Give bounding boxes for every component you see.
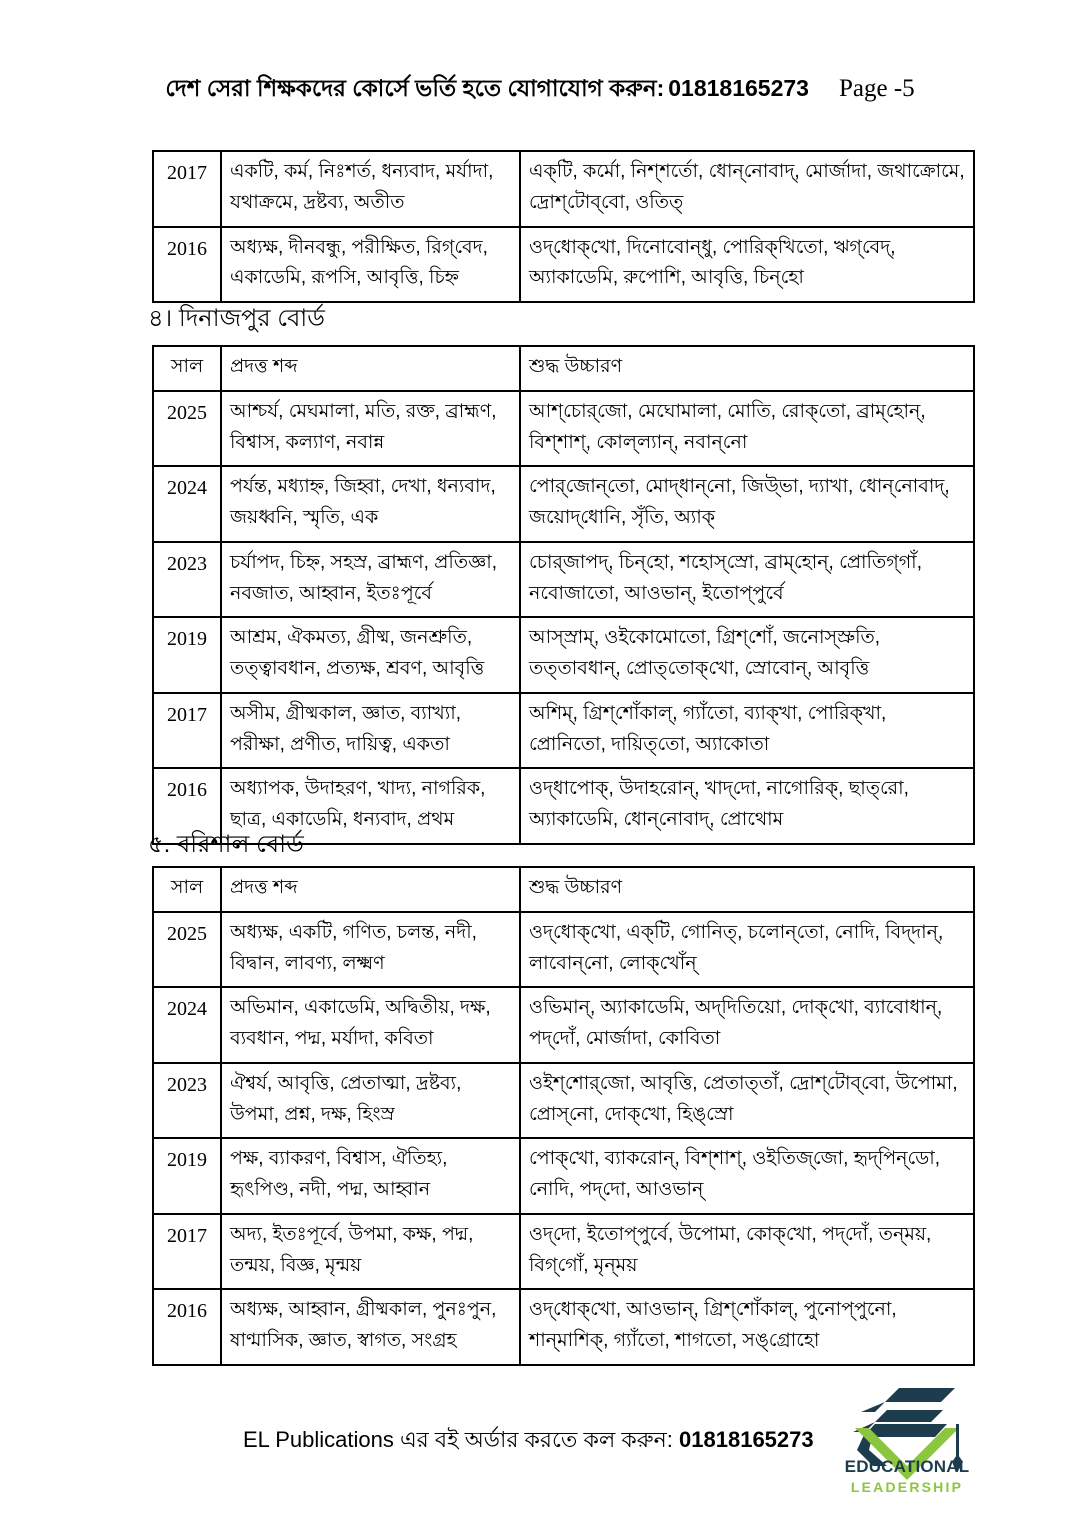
cell-year: 2025 bbox=[153, 912, 221, 988]
cell-given-word: অধ্যাপক, উদাহরণ, খাদ্য, নাগরিক, ছাত্র, একাডেমি, ধন্যবাদ, প্রথম bbox=[221, 768, 520, 844]
cell-given-word: চর্যাপদ, চিহ্ন, সহস্র, ব্রাহ্মণ, প্রতিজ্ঞা, নবজাত, আহ্বান, ইতঃপূর্বে bbox=[221, 542, 520, 618]
cell-pronunciation: পোক্‌খো, ব্যাকরোন্‌, বিশ্‌শাশ্‌, ওইতিজ্‌জো, হৃদ্‌পিন্‌ডো, নোদি, পদ্‌দো, আওভান্‌ bbox=[520, 1138, 974, 1214]
column-header-given-word: প্রদত্ত শব্দ bbox=[221, 346, 520, 391]
cell-given-word: অধ্যক্ষ, দীনবন্ধু, পরীক্ষিত, রিগ্‌বেদ, একাডেমি, রূপসি, আবৃত্তি, চিহ্ন bbox=[221, 227, 520, 303]
cell-pronunciation: ওদ্‌ধোক্‌খো, আওভান্‌, গ্রিশ্‌শোঁকাল্‌, পুনোপ্‌পুনো, শান্‌মাশিক্‌, গ্যাঁতো, শাগতো, সঙ্‌গ্রোহো bbox=[520, 1289, 974, 1365]
cell-pronunciation: ওভিমান্‌, অ্যাকাডেমি, অদ্‌দিতিয়ো, দোক্‌খো, ব্যাবোধান্‌, পদ্‌দোঁ, মোর্জাদা, কোবিতা bbox=[520, 987, 974, 1063]
cell-year: 2019 bbox=[153, 1138, 221, 1214]
footer-phone-number: 01818165273 bbox=[679, 1427, 814, 1452]
table-header-row bbox=[153, 867, 974, 912]
cell-year: 2017 bbox=[153, 693, 221, 769]
column-header-year: সাল bbox=[153, 867, 221, 912]
cell-pronunciation: ওদ্‌ধাপোক্‌, উদাহরোন্‌, খাদ্‌দো, নাগোরিক্‌, ছাত্‌রো, অ্যাকাডেমি, ধোন্‌নোবাদ্‌, প্রোথোম bbox=[520, 768, 974, 844]
cell-year: 2016 bbox=[153, 1289, 221, 1365]
cell-year: 2016 bbox=[153, 768, 221, 844]
cell-pronunciation: ওদ্‌দো, ইতোপ্‌পুর্বে, উপোমা, কোক্‌খো, পদ্‌দোঁ, তন্‌ময়, বিগ্‌গোঁ, মৃন্‌ময় bbox=[520, 1214, 974, 1290]
table-row bbox=[153, 391, 974, 467]
column-header-given-word: প্রদত্ত শব্দ bbox=[221, 867, 520, 912]
table-row bbox=[153, 227, 974, 303]
cell-given-word: পর্যন্ত, মধ্যাহ্ন, জিহ্বা, দেখা, ধন্যবাদ, জয়ধ্বনি, স্মৃতি, এক bbox=[221, 466, 520, 542]
section-heading-barishal: ৫. বরিশাল বোর্ড bbox=[148, 831, 304, 858]
cell-pronunciation: ওইশ্‌শোর্‌জো, আবৃত্তি, প্রেতাত্‌তাঁ, দ্রোশ্‌টোব্‌বো, উপোমা, প্রোস্‌নো, দোক্‌খো, হিঙ্‌স্রো bbox=[520, 1063, 974, 1139]
table-continued bbox=[152, 150, 975, 303]
cell-pronunciation: পোর্‌জোন্‌তো, মোদ্‌ধান্‌নো, জিউ্‌ভা, দ্যাখা, ধোন্‌নোবাদ্‌, জয়োদ্‌ধোনি, সৃঁতি, অ্যাক্‌ bbox=[520, 466, 974, 542]
column-header-pronunciation: শুদ্ধ উচ্চারণ bbox=[520, 346, 974, 391]
table-row bbox=[153, 617, 974, 693]
table-row bbox=[153, 693, 974, 769]
footer-text-bengali: EL Publications এর বই অর্ডার করতে কল করুন: bbox=[243, 1427, 673, 1452]
cell-year: 2016 bbox=[153, 227, 221, 303]
footer-order-text bbox=[243, 1423, 814, 1460]
cell-given-word: একটি, কর্ম, নিঃশর্ত, ধন্যবাদ, মর্যাদা, যথাক্রমে, দ্রষ্টব্য, অতীত bbox=[221, 151, 520, 227]
logo-word-leadership: LEADERSHIP bbox=[850, 1479, 964, 1495]
cell-given-word: অধ্যক্ষ, আহ্বান, গ্রীষ্মকাল, পুনঃপুন, ষাণ্মাসিক, জ্ঞাত, স্বাগত, সংগ্রহ bbox=[221, 1289, 520, 1365]
cell-year: 2023 bbox=[153, 542, 221, 618]
table-row bbox=[153, 1138, 974, 1214]
cell-given-word: অধ্যক্ষ, একটি, গণিত, চলন্ত, নদী, বিদ্বান, লাবণ্য, লক্ষ্মণ bbox=[221, 912, 520, 988]
cell-given-word: ঐশ্বর্য, আবৃত্তি, প্রেতাত্মা, দ্রষ্টব্য, উপমা, প্রশ্ন, দক্ষ, হিংস্র bbox=[221, 1063, 520, 1139]
cell-given-word: অভিমান, একাডেমি, অদ্বিতীয়, দক্ষ, ব্যবধান, পদ্ম, মর্যাদা, কবিতা bbox=[221, 987, 520, 1063]
table-row bbox=[153, 1063, 974, 1139]
table-header-row bbox=[153, 346, 974, 391]
page-header bbox=[0, 70, 1080, 109]
cell-pronunciation: আস্‌স্রাম্‌, ওইকোমোতো, গ্রিশ্‌শোঁ, জনোস্‌স্রুতি, তত্‌তাবধান্‌, প্রোত্‌তোক্‌খো, স্রোবোন্‌, আবৃত্তি bbox=[520, 617, 974, 693]
cell-year: 2025 bbox=[153, 391, 221, 467]
table-row bbox=[153, 466, 974, 542]
cell-year: 2024 bbox=[153, 466, 221, 542]
cell-year: 2019 bbox=[153, 617, 221, 693]
cell-pronunciation: চোর্‌জাপদ্‌, চিন্‌হো, শহোস্‌স্রো, ব্রাম্‌হোন্‌, প্রোতিগ্‌গাঁ, নবোজাতো, আওভান্‌, ইতোপ্‌পুর্বে bbox=[520, 542, 974, 618]
cell-year: 2024 bbox=[153, 987, 221, 1063]
cell-pronunciation: এক্‌টি, কর্মো, নিশ্‌শর্তো, ধোন্‌নোবাদ্‌, মোর্জাদা, জথাক্রোমে, দ্রোশ্‌টোব্‌বো, ওতিত্‌ bbox=[520, 151, 974, 227]
column-header-year: সাল bbox=[153, 346, 221, 391]
table-row bbox=[153, 987, 974, 1063]
cell-pronunciation: ওদ্‌ধোক্‌খো, এক্‌টি, গোনিত্‌, চলোন্‌তো, নোদি, বিদ্‌দান্‌, লাবোন্‌নো, লোক্‌খোঁন্‌ bbox=[520, 912, 974, 988]
cell-given-word: অসীম, গ্রীষ্মকাল, জ্ঞাত, ব্যাখ্যা, পরীক্ষা, প্রণীত, দায়িত্ব, একতা bbox=[221, 693, 520, 769]
table-dinajpur bbox=[152, 345, 975, 845]
table-row bbox=[153, 1214, 974, 1290]
cell-given-word: পক্ষ, ব্যাকরণ, বিশ্বাস, ঐতিহ্য, হৃৎপিণ্ড, নদী, পদ্ম, আহ্বান bbox=[221, 1138, 520, 1214]
page-number-label: Page -5 bbox=[838, 75, 915, 102]
header-phone-number: 01818165273 bbox=[668, 75, 809, 101]
cell-given-word: আশ্রম, ঐকমত্য, গ্রীষ্ম, জনশ্রুতি, তত্ত্বাবধান, প্রত্যক্ষ, শ্রবণ, আবৃত্তি bbox=[221, 617, 520, 693]
table-row bbox=[153, 151, 974, 227]
section-heading-dinajpur: ৪। দিনাজপুর বোর্ড bbox=[148, 305, 325, 332]
table-row bbox=[153, 1289, 974, 1365]
page-footer bbox=[0, 1405, 1080, 1525]
cell-year: 2017 bbox=[153, 1214, 221, 1290]
header-bengali-text: দেশ সেরা শিক্ষকদের কোর্সে ভর্তি হতে যোগাযোগ করুন: bbox=[165, 75, 665, 101]
column-header-pronunciation: শুদ্ধ উচ্চারণ bbox=[520, 867, 974, 912]
table-barishal bbox=[152, 866, 975, 1366]
table-row bbox=[153, 912, 974, 988]
cell-given-word: আশ্চর্য, মেঘমালা, মতি, রক্ত, ব্রাহ্মণ, বিশ্বাস, কল্যাণ, নবান্ন bbox=[221, 391, 520, 467]
cell-pronunciation: আশ্‌চোর্‌জো, মেঘোমালা, মোতি, রোক্‌তো, ব্রাম্‌হোন্‌, বিশ্‌শাশ্‌, কোল্‌ল্যান্‌, নবান্‌নো bbox=[520, 391, 974, 467]
logo-word-educational: EDUCATIONAL bbox=[844, 1457, 970, 1476]
cell-pronunciation: ওদ্‌ধোক্‌খো, দিনোবোন্‌ধু, পোরিক্‌খিতো, ঋগ্‌বেদ্‌, অ্যাকাডেমি, রুপোশি, আবৃত্তি, চিন্‌হো bbox=[520, 227, 974, 303]
cell-year: 2017 bbox=[153, 151, 221, 227]
cell-given-word: অদ্য, ইতঃপূর্বে, উপমা, কক্ষ, পদ্ম, তন্ময়, বিজ্ঞ, মৃন্ময় bbox=[221, 1214, 520, 1290]
cell-year: 2023 bbox=[153, 1063, 221, 1139]
table-row bbox=[153, 542, 974, 618]
cell-pronunciation: অশিম্‌, গ্রিশ্‌শোঁকাল্‌, গ্যাঁতো, ব্যাক্‌খা, পোরিক্‌খা, প্রোনিতো, দায়িত্‌তো, অ্যাকোতা bbox=[520, 693, 974, 769]
